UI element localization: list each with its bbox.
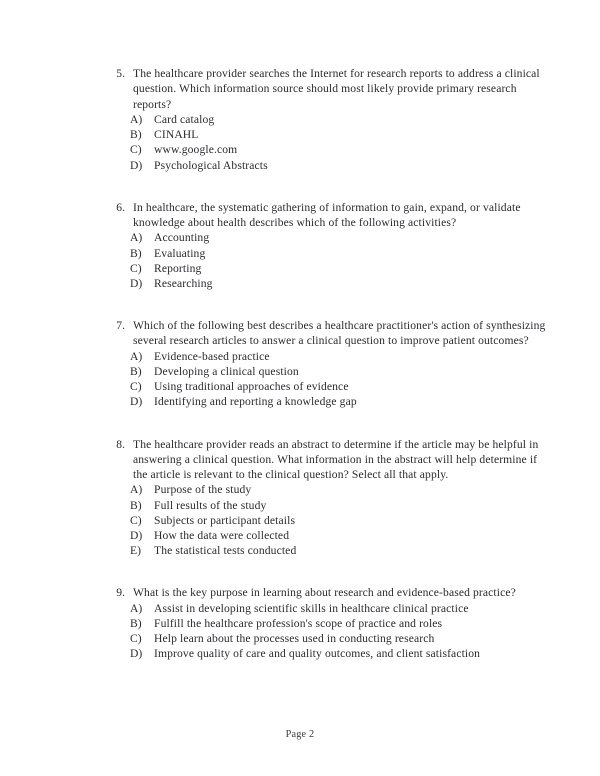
answer-option[interactable] — [130, 379, 554, 394]
answer-options — [108, 112, 554, 173]
answer-option[interactable] — [130, 394, 554, 409]
option-letter: A) — [130, 231, 143, 245]
answer-option[interactable] — [130, 127, 554, 142]
question-stem — [108, 66, 554, 112]
answer-option[interactable] — [130, 230, 554, 245]
option-letter: A) — [130, 112, 143, 126]
option-letter: D) — [130, 395, 143, 409]
option-letter: A) — [130, 349, 143, 363]
option-letter: C) — [130, 380, 142, 394]
option-text: Assist in developing scientific skills in healthcare clinical practice — [154, 601, 469, 615]
question-item — [108, 318, 554, 409]
question-text: The healthcare provider reads an abstract to determine if the article may be helpful in answering a clinical question. What information in the abstract will help determine if the article is relevant to the clinical question? Select all that apply. — [133, 437, 539, 482]
question-stem — [108, 585, 554, 600]
page-footer: Page 2 — [285, 729, 315, 740]
answer-option[interactable] — [130, 498, 554, 513]
option-text: Reporting — [154, 261, 202, 275]
option-text: Evidence-based practice — [154, 349, 270, 363]
answer-option[interactable] — [130, 112, 554, 127]
option-text: Developing a clinical question — [154, 364, 299, 378]
option-letter: B) — [130, 128, 142, 142]
question-number: 8. — [116, 437, 125, 451]
option-text: Subjects or participant details — [154, 513, 296, 527]
option-letter: C) — [130, 143, 142, 157]
option-text: The statistical tests conducted — [154, 544, 297, 558]
option-text: Help learn about the processes used in conducting research — [154, 632, 435, 646]
option-letter: B) — [130, 364, 142, 378]
option-text: Researching — [154, 276, 213, 290]
answer-option[interactable] — [130, 364, 554, 379]
question-stem — [108, 200, 554, 231]
question-number: 9. — [116, 586, 125, 600]
option-letter: B) — [130, 616, 142, 630]
question-text: What is the key purpose in learning about research and evidence-based practice? — [133, 586, 516, 600]
answer-option[interactable] — [130, 513, 554, 528]
answer-option[interactable] — [130, 142, 554, 157]
answer-option[interactable] — [130, 543, 554, 558]
option-text: Identifying and reporting a knowledge gap — [154, 395, 357, 409]
answer-option[interactable] — [130, 482, 554, 497]
answer-option[interactable] — [130, 276, 554, 291]
option-letter: D) — [130, 529, 143, 543]
question-stem — [108, 437, 554, 483]
option-text: CINAHL — [154, 128, 199, 142]
question-number: 5. — [116, 67, 125, 80]
answer-option[interactable] — [130, 601, 554, 616]
option-letter: D) — [130, 276, 143, 290]
option-text: Card catalog — [154, 112, 215, 126]
option-letter: D) — [130, 647, 143, 661]
option-letter: C) — [130, 513, 142, 527]
question-text: The healthcare provider searches the Internet for research reports to address a clinical question. Which information source should most likely provide primary research reports? — [133, 67, 540, 111]
option-letter: E) — [130, 544, 141, 558]
option-text: Using traditional approaches of evidence — [154, 380, 349, 394]
answer-option[interactable] — [130, 631, 554, 646]
answer-option[interactable] — [130, 349, 554, 364]
option-text: Evaluating — [154, 246, 206, 260]
option-text: How the data were collected — [154, 529, 290, 543]
option-text: Full results of the study — [154, 498, 267, 512]
option-letter: B) — [130, 246, 142, 260]
answer-option[interactable] — [130, 528, 554, 543]
answer-option[interactable] — [130, 246, 554, 261]
answer-options — [108, 482, 554, 558]
option-text: Fulfill the healthcare profession's scope of practice and roles — [154, 616, 443, 630]
question-item — [108, 200, 554, 291]
answer-option[interactable] — [130, 616, 554, 631]
option-letter: A) — [130, 483, 143, 497]
option-letter: C) — [130, 261, 142, 275]
question-stem — [108, 318, 554, 349]
answer-option[interactable] — [130, 158, 554, 173]
question-number: 7. — [116, 319, 125, 333]
option-letter: C) — [130, 632, 142, 646]
answer-options — [108, 230, 554, 291]
option-letter: D) — [130, 158, 143, 172]
option-text: Accounting — [154, 231, 210, 245]
answer-options — [108, 601, 554, 662]
question-item — [108, 66, 554, 173]
option-letter: B) — [130, 498, 142, 512]
option-text: Improve quality of care and quality outcomes, and client satisfaction — [154, 647, 481, 661]
question-number: 6. — [116, 200, 125, 214]
answer-option[interactable] — [130, 261, 554, 276]
question-list — [108, 66, 554, 662]
answer-options — [108, 349, 554, 410]
question-text: Which of the following best describes a healthcare practitioner's action of synthesizing several research articles to answer a clinical question to improve patient outcomes? — [133, 319, 546, 348]
option-text: www.google.com — [154, 143, 238, 157]
option-text: Purpose of the study — [154, 483, 252, 497]
option-letter: A) — [130, 601, 143, 615]
question-item — [108, 585, 554, 661]
question-item — [108, 437, 554, 559]
answer-option[interactable] — [130, 646, 554, 661]
option-text: Psychological Abstracts — [154, 158, 268, 172]
question-text: In healthcare, the systematic gathering of information to gain, expand, or validate knowledge about health describes which of the following activities? — [133, 200, 521, 229]
